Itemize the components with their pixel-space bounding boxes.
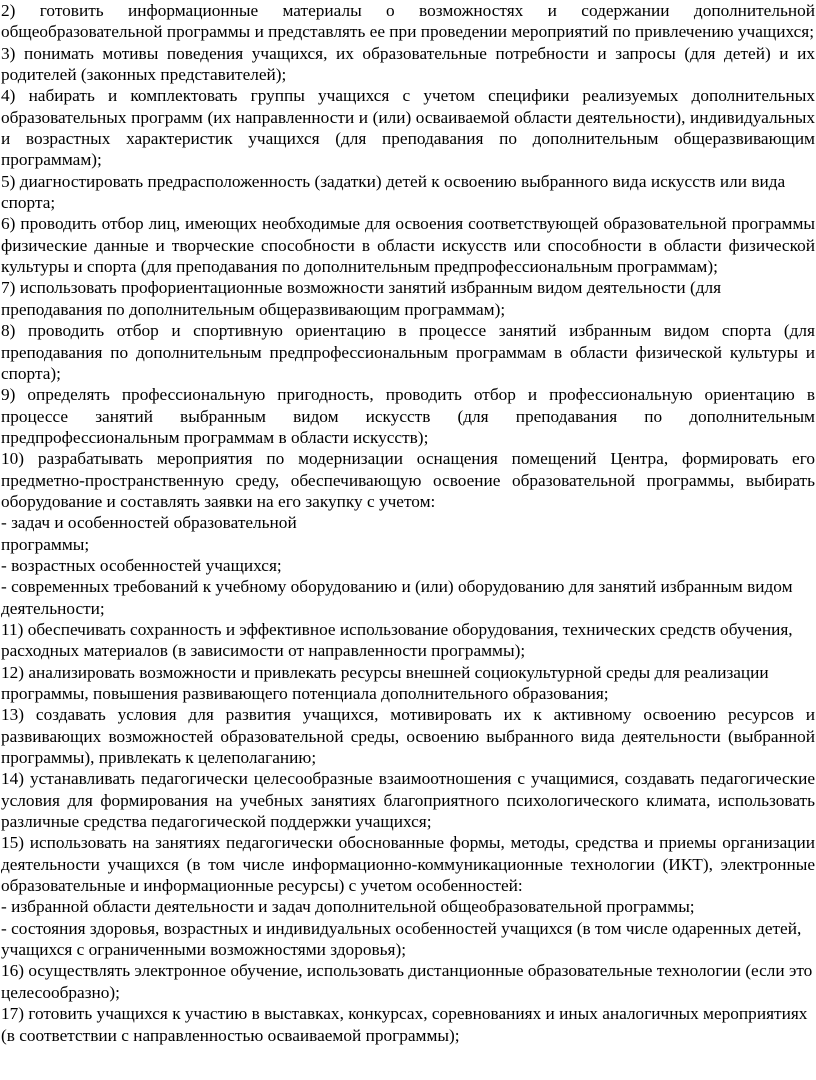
paragraph-item-9: 9) определять профессиональную пригодность, проводить отбор и профессиональную ориентацию в процессе занятий выбранным видом искусств (для преподавания по дополнительным предпрофессиональным программам в области искусств);: [1, 385, 815, 447]
paragraph-item-4: 4) набирать и комплектовать группы учащихся с учетом специфики реализуемых дополнительных образовательных программ (их направленности и (или) осваиваемой области деятельности), индивидуальных и возрастных характеристик учащихся (для преподавания по дополнительным общеразвивающим программам);: [1, 86, 815, 170]
paragraph-subitem-activity-area: - избранной области деятельности и задач дополнительной общеобразовательной программы;: [1, 897, 695, 917]
paragraph-subitem-equipment-requirements: - современных требований к учебному оборудованию и (или) оборудованию для занятий избранным видом деятельности;: [1, 577, 793, 618]
paragraph-subitem-age-features: - возрастных особенностей учащихся;: [1, 555, 282, 575]
paragraph-item-11: 11) обеспечивать сохранность и эффективное использование оборудования, технических средств обучения, расходных материалов (в зависимости от направленности программы);: [1, 619, 793, 661]
paragraph-item-16: 16) осуществлять электронное обучение, использовать дистанционные образовательные технологии (если это целесообразно);: [1, 961, 813, 1002]
paragraph-subitem-health-state: - состояния здоровья, возрастных и индивидуальных особенностей учащихся (в том числе одаренных детей, учащихся с ограниченными возможностями здоровья);: [1, 918, 802, 960]
paragraph-subitem-continuation: программы;: [1, 534, 90, 554]
paragraph-item-2: 2) готовить информационные материалы о возможностях и содержании дополнительной общеобразовательной программы и представлять ее при проведении мероприятий по привлечению учащихся;: [1, 1, 815, 42]
paragraph-item-14: 14) устанавливать педагогически целесообразные взаимоотношения с учащимися, создавать педагогические условия для формирования на учебных занятиях благоприятного психологического климата, использовать различные средства педагогической поддержки учащихся;: [1, 769, 815, 832]
paragraph-item-13: 13) создавать условия для развития учащихся, мотивировать их к активному освоению ресурсов и развивающих возможностей образовательной среды, освоению выбранного вида деятельности (выбранной программы), привлекать к целеполаганию;: [1, 705, 815, 768]
paragraph-item-15: 15) использовать на занятиях педагогически обоснованные формы, методы, средства и приемы организации деятельности учащихся (в том числе информационно-коммуникационные технологии (ИКТ), электронные образовательные и информационные ресурсы) с учетом особенностей:: [1, 833, 815, 896]
paragraph-item-6: 6) проводить отбор лиц, имеющих необходимые для освоения соответствующей образовательной программы физические данные и творческие способности в области искусств или способности в области физической культуры и спорта (для преподавания по дополнительным предпрофессиональным программам);: [1, 214, 815, 277]
paragraph-item-7: 7) использовать профориентационные возможности занятий избранным видом деятельности (для преподавания по дополнительным общеразвивающим программам);: [1, 278, 722, 319]
paragraph-item-8: 8) проводить отбор и спортивную ориентацию в процессе занятий избранным видом спорта (для преподавания по дополнительным предпрофессиональным программам в области физической культуры и спорта);: [1, 321, 815, 383]
paragraph-item-5: 5) диагностировать предрасположенность (задатки) детей к освоению выбранного вида искусств или вида спорта;: [1, 171, 786, 213]
paragraph-item-3: 3) понимать мотивы поведения учащихся, их образовательные потребности и запросы (для детей) и их родителей (законных представителей);: [1, 43, 815, 85]
paragraph-item-12: 12) анализировать возможности и привлекать ресурсы внешней социокультурной среды для реализации программы, повышения развивающего потенциала дополнительного образования;: [1, 662, 769, 703]
paragraph-subitem-task-features: - задач и особенностей образовательной: [1, 513, 297, 533]
paragraph-item-17: 17) готовить учащихся к участию в выставках, конкурсах, соревнованиях и иных аналогичных мероприятиях (в соответствии с направленностью осваиваемой программы);: [1, 1004, 808, 1045]
paragraph-item-10: 10) разрабатывать мероприятия по модернизации оснащения помещений Центра, формировать его предметно-пространственную среду, обеспечивающую освоение образовательной программы, выбирать оборудование и составлять заявки на его закупку с учетом:: [1, 449, 815, 511]
